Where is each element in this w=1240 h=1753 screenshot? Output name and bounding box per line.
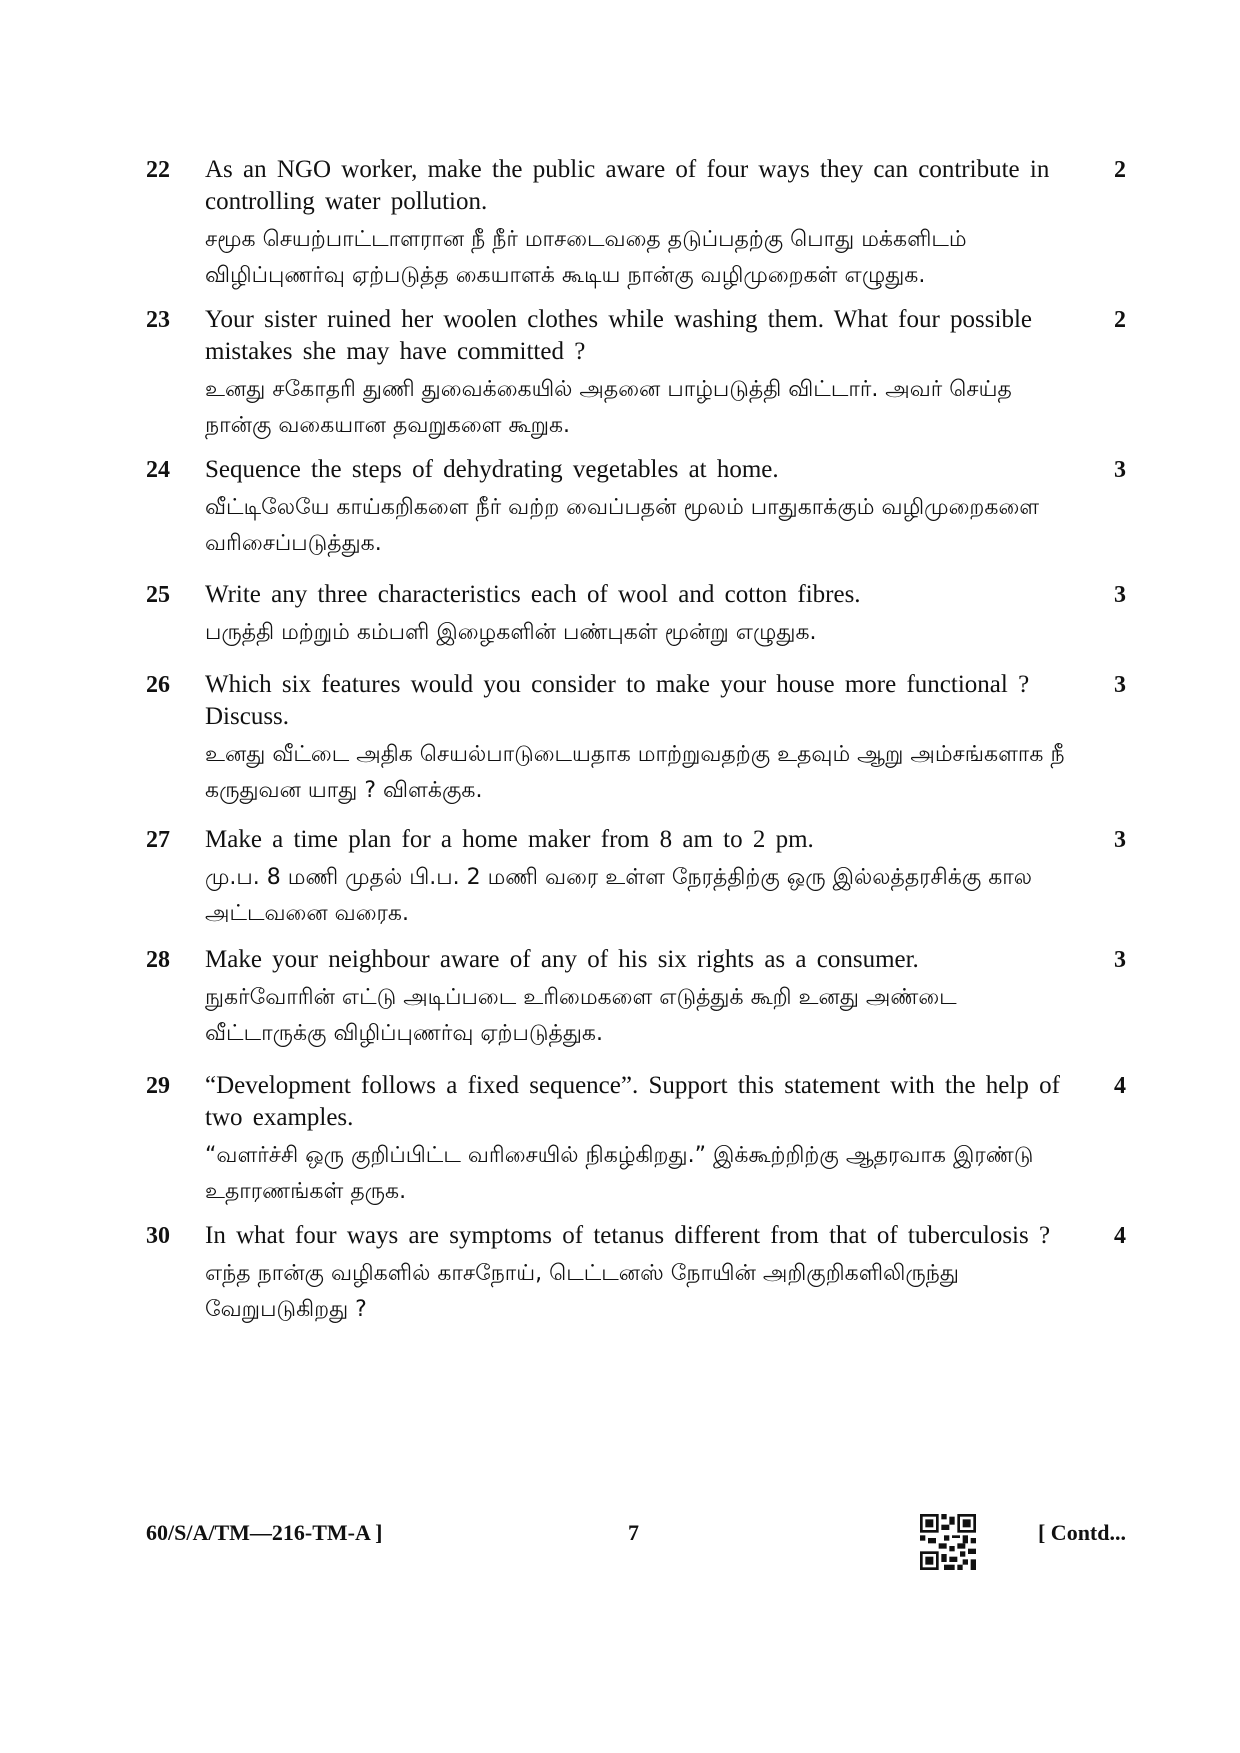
- question-english-text: In what four ways are symptoms of tetanus different from that of tuberculosis ?: [205, 1222, 1051, 1249]
- question-number: 28: [146, 947, 170, 973]
- question-english-text: Your sister ruined her woolen clothes while washing them. What four possible mistakes she may have committed ?: [205, 306, 1032, 365]
- question-english-text: Make your neighbour aware of any of his six rights as a consumer.: [205, 946, 919, 973]
- question-english-text: Which six features would you consider to make your house more functional ? Discuss.: [205, 671, 1030, 730]
- question-english-text: “Development follows a fixed sequence”. Support this statement with the help of two examples.: [205, 1072, 1060, 1131]
- question-tamil-text: எந்த நான்கு வழிகளில் காசநோய், டெட்டனஸ் நோயின் அறிகுறிகளிலிருந்து வேறுபடுகிறது ?: [205, 1261, 960, 1322]
- question-body: [205, 454, 1065, 562]
- question-marks: 3: [1114, 947, 1126, 973]
- question-body: [205, 1220, 1065, 1328]
- question-number: 26: [146, 672, 170, 698]
- question-number: 22: [146, 157, 170, 183]
- question-english-text: Write any three characteristics each of wool and cotton fibres.: [205, 581, 861, 608]
- question-tamil-text: “வளர்ச்சி ஒரு குறிப்பிட்ட வரிசையில் நிகழ்கிறது.” இக்கூற்றிற்கு ஆதரவாக இரண்டு உதாரணங்கள் தருக.: [205, 1143, 1034, 1204]
- question-body: [205, 304, 1065, 444]
- question-marks: 3: [1114, 582, 1126, 608]
- page-number: 7: [628, 1520, 639, 1545]
- question-number: 27: [146, 827, 170, 853]
- question-tamil-text: நுகர்வோரின் எட்டு அடிப்படை உரிமைகளை எடுத்துக் கூறி உனது அண்டை வீட்டாருக்கு விழிப்புணர்வு ஏற்படுத்துக.: [205, 985, 957, 1046]
- question-tamil-text: மு.ப. 8 மணி முதல் பி.ப. 2 மணி வரை உள்ள நேரத்திற்கு ஒரு இல்லத்தரசிக்கு கால அட்டவனை வரைக.: [205, 865, 1033, 926]
- question-number: 23: [146, 307, 170, 333]
- question-tamil-text: உனது சகோதரி துணி துவைக்கையில் அதனை பாழ்படுத்தி விட்டார். அவர் செய்த நான்கு வகையான தவறுகளை கூறுக.: [205, 377, 1012, 438]
- question-number: 30: [146, 1223, 170, 1249]
- question-marks: 2: [1114, 307, 1126, 333]
- question-number: 24: [146, 457, 170, 483]
- question-tamil-text: வீட்டிலேயே காய்கறிகளை நீர் வற்ற வைப்பதன் மூலம் பாதுகாக்கும் வழிமுறைகளை வரிசைப்படுத்துக.: [205, 495, 1040, 556]
- question-number: 25: [146, 582, 170, 608]
- question-marks: 2: [1114, 157, 1126, 183]
- paper-code: 60/S/A/TM—216-TM-A ]: [146, 1520, 383, 1545]
- question-tamil-text: பருத்தி மற்றும் கம்பளி இழைகளின் பண்புகள் மூன்று எழுதுக.: [205, 620, 817, 645]
- question-english-text: Sequence the steps of dehydrating vegetables at home.: [205, 456, 779, 483]
- qr-code-icon: [920, 1514, 976, 1570]
- page-footer: [146, 1520, 1126, 1580]
- question-tamil-text: உனது வீட்டை அதிக செயல்பாடுடையதாக மாற்றுவதற்கு உதவும் ஆறு அம்சங்களாக நீ கருதுவன யாது ? விளக்குக.: [205, 742, 1065, 803]
- question-english-text: Make a time plan for a home maker from 8 am to 2 pm.: [205, 826, 814, 853]
- question-marks: 4: [1114, 1223, 1126, 1249]
- continued-label: [ Contd...: [1037, 1520, 1126, 1545]
- question-body: [205, 669, 1065, 809]
- question-body: [205, 154, 1065, 294]
- question-marks: 3: [1114, 827, 1126, 853]
- question-body: [205, 944, 1065, 1052]
- question-marks: 4: [1114, 1073, 1126, 1099]
- question-body: [205, 824, 1065, 932]
- question-tamil-text: சமூக செயற்பாட்டாளரான நீ நீர் மாசடைவதை தடுப்பதற்கு பொது மக்களிடம் விழிப்புணர்வு ஏற்படுத்த கையாளக் கூடிய நான்கு வழிமுறைகள் எழுதுக.: [205, 227, 967, 288]
- question-marks: 3: [1114, 457, 1126, 483]
- question-number: 29: [146, 1073, 170, 1099]
- question-body: [205, 1070, 1065, 1210]
- question-body: [205, 579, 1065, 651]
- question-marks: 3: [1114, 672, 1126, 698]
- question-english-text: As an NGO worker, make the public aware of four ways they can contribute in controlling water pollution.: [205, 156, 1050, 215]
